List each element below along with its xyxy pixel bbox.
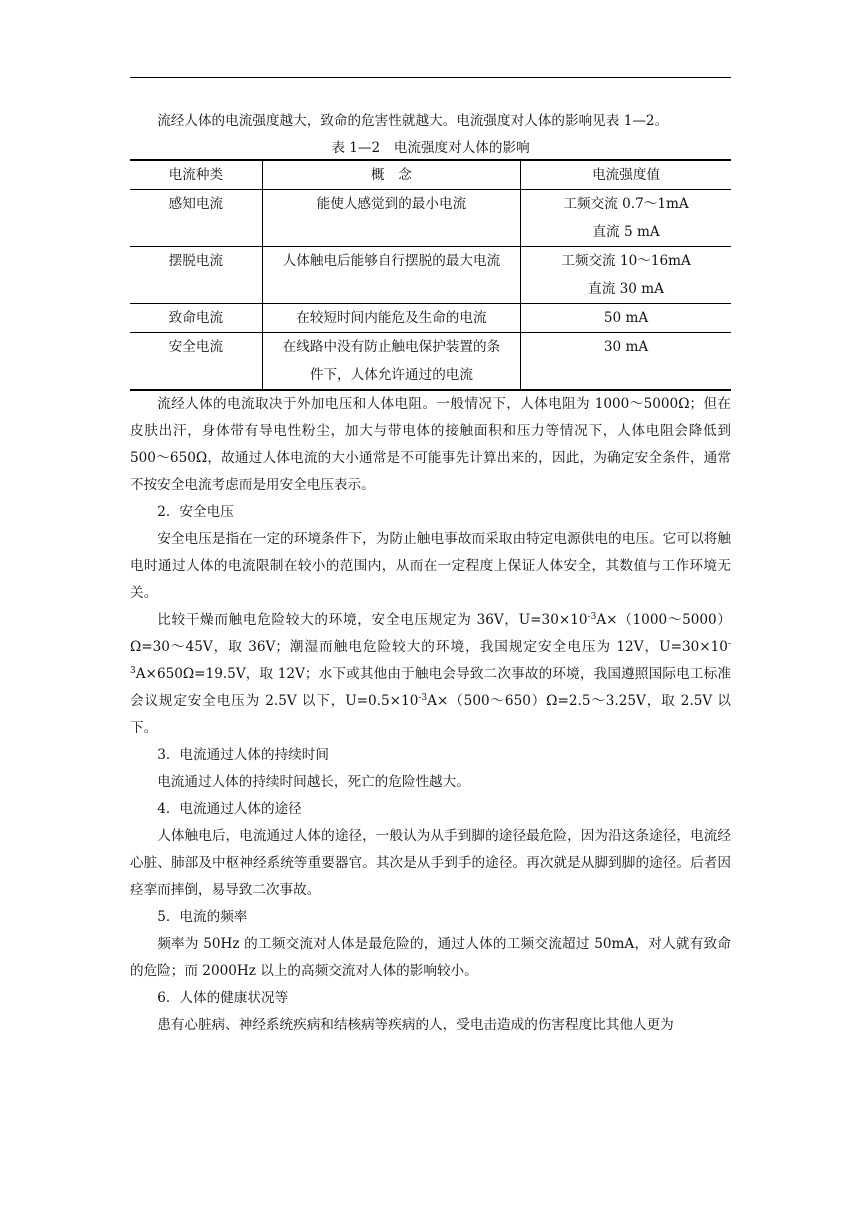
cell-concept-line: 件下，人体允许通过的电流 xyxy=(309,367,473,383)
table-header-row xyxy=(130,160,731,190)
exponent-1: -3 xyxy=(587,612,597,622)
page-content xyxy=(130,108,731,1039)
health-paragraph: 患有心脏病、神经系统疾病和结核病等疾病的人，受电击造成的伤害程度比其他人更为 xyxy=(157,1017,674,1033)
cell-value xyxy=(521,190,731,247)
duration-paragraph: 电流通过人体的持续时间越长，死亡的危险性越大。 xyxy=(157,774,470,790)
safe-voltage-paragraph: 安全电压是指在一定的环境条件下，为防止触电事故而采取由特定电源供电的电压。它可以将触电时通过人体的电流限制在较小的范围内，从而在一定程度上保证人体安全，其数值与工作环境无关。 xyxy=(130,531,731,601)
exponent-2: -3 xyxy=(130,639,731,676)
table-row xyxy=(130,333,731,391)
current-intensity-table xyxy=(130,159,731,391)
cell-concept-line: 在线路中没有防止触电保护装置的条 xyxy=(282,339,501,355)
cell-value-line: 工频交流 10～16mA xyxy=(561,253,691,269)
column-header-concept: 概 念 xyxy=(262,160,520,190)
cell-type: 安全电流 xyxy=(168,339,224,355)
cell-concept xyxy=(262,190,520,247)
table-row xyxy=(130,247,731,304)
calc-text-4: A×（500～650）Ω=2.5～3.25V，取 2.5V 以下。 xyxy=(130,693,732,736)
cell-type: 感知电流 xyxy=(168,196,224,212)
section-heading-frequency: 5．电流的频率 xyxy=(157,909,248,925)
cell-concept xyxy=(262,304,520,333)
calc-text-3: A×650Ω=19.5V，取 12V；水下或其他由于触电会导致二次事故的环境，我国遵照国际电工标准会议规定安全电压为 2.5V 以下，U=0.5×10 xyxy=(130,666,731,709)
cell-concept-line: 人体触电后能够自行摆脱的最大电流 xyxy=(282,253,501,269)
cell-value-line: 直流 5 mA xyxy=(592,224,660,240)
resistance-paragraph: 流经人体的电流取决于外加电压和人体电阻。一般情况下，人体电阻为 1000～5000Ω；但在皮肤出汗，身体带有导电性粉尘，加大与带电体的接触面积和压力等情况下，人体电阻会降低到 500～650Ω，故通过人体电流的大小通常是不可能事先计算出来的，因此，为确定安全条件，通常不按安全电流考虑而是用安全电压表示。 xyxy=(130,396,731,493)
table-row xyxy=(130,190,731,247)
table-caption: 表 1—2 电流强度对人体的影响 xyxy=(331,140,530,156)
intro-paragraph: 流经人体的电流强度越大，致命的危害性就越大。电流强度对人体的影响见表 1—2。 xyxy=(157,113,669,129)
cell-value-line: 30 mA xyxy=(603,339,649,355)
column-header-type: 电流种类 xyxy=(168,167,224,183)
path-paragraph: 人体触电后，电流通过人体的途径，一般认为从手到脚的途径最危险，因为沿这条途径，电流经心脏、肺部及中枢神经系统等重要器官。其次是从手到手的途径。再次就是从脚到脚的途径。后者因痉挛而摔倒，易导致二次事故。 xyxy=(130,828,731,898)
cell-concept-line: 能使人感觉到的最小电流 xyxy=(316,196,467,212)
voltage-calculation-paragraph xyxy=(130,607,731,742)
cell-value xyxy=(521,304,731,333)
exponent-3: -3 xyxy=(418,693,428,703)
cell-value xyxy=(521,333,731,391)
cell-value-line: 50 mA xyxy=(603,310,649,326)
section-heading-path: 4．电流通过人体的途径 xyxy=(157,801,302,817)
cell-value-line: 直流 30 mA xyxy=(588,281,664,297)
cell-type: 致命电流 xyxy=(168,310,224,326)
calc-text-2: A×（1000～5000）Ω=30～45V，取 36V；潮湿而触电危险较大的环境，我国规定安全电压为 12V，U=30×10 xyxy=(130,612,731,655)
cell-value-line: 工频交流 0.7～1mA xyxy=(563,196,689,212)
cell-concept xyxy=(262,247,520,304)
section-heading-safe-voltage: 2．安全电压 xyxy=(157,504,234,520)
table-row xyxy=(130,304,731,333)
section-heading-health: 6．人体的健康状况等 xyxy=(157,990,289,1006)
cell-value xyxy=(521,247,731,304)
frequency-paragraph: 频率为 50Hz 的工频交流对人体是最危险的，通过人体的工频交流超过 50mA，对人就有致命的危险；而 2000Hz 以上的高频交流对人体的影响较小。 xyxy=(130,936,731,979)
section-heading-duration: 3．电流通过人体的持续时间 xyxy=(157,747,329,763)
cell-concept-line: 在较短时间内能危及生命的电流 xyxy=(296,310,487,326)
column-header-value: 电流强度值 xyxy=(521,160,731,190)
header-rule xyxy=(130,77,731,78)
cell-type: 摆脱电流 xyxy=(168,253,224,269)
cell-concept xyxy=(262,333,520,391)
calc-text-1: 比较干燥而触电危险较大的环境，安全电压规定为 36V，U=30×10 xyxy=(157,612,588,628)
